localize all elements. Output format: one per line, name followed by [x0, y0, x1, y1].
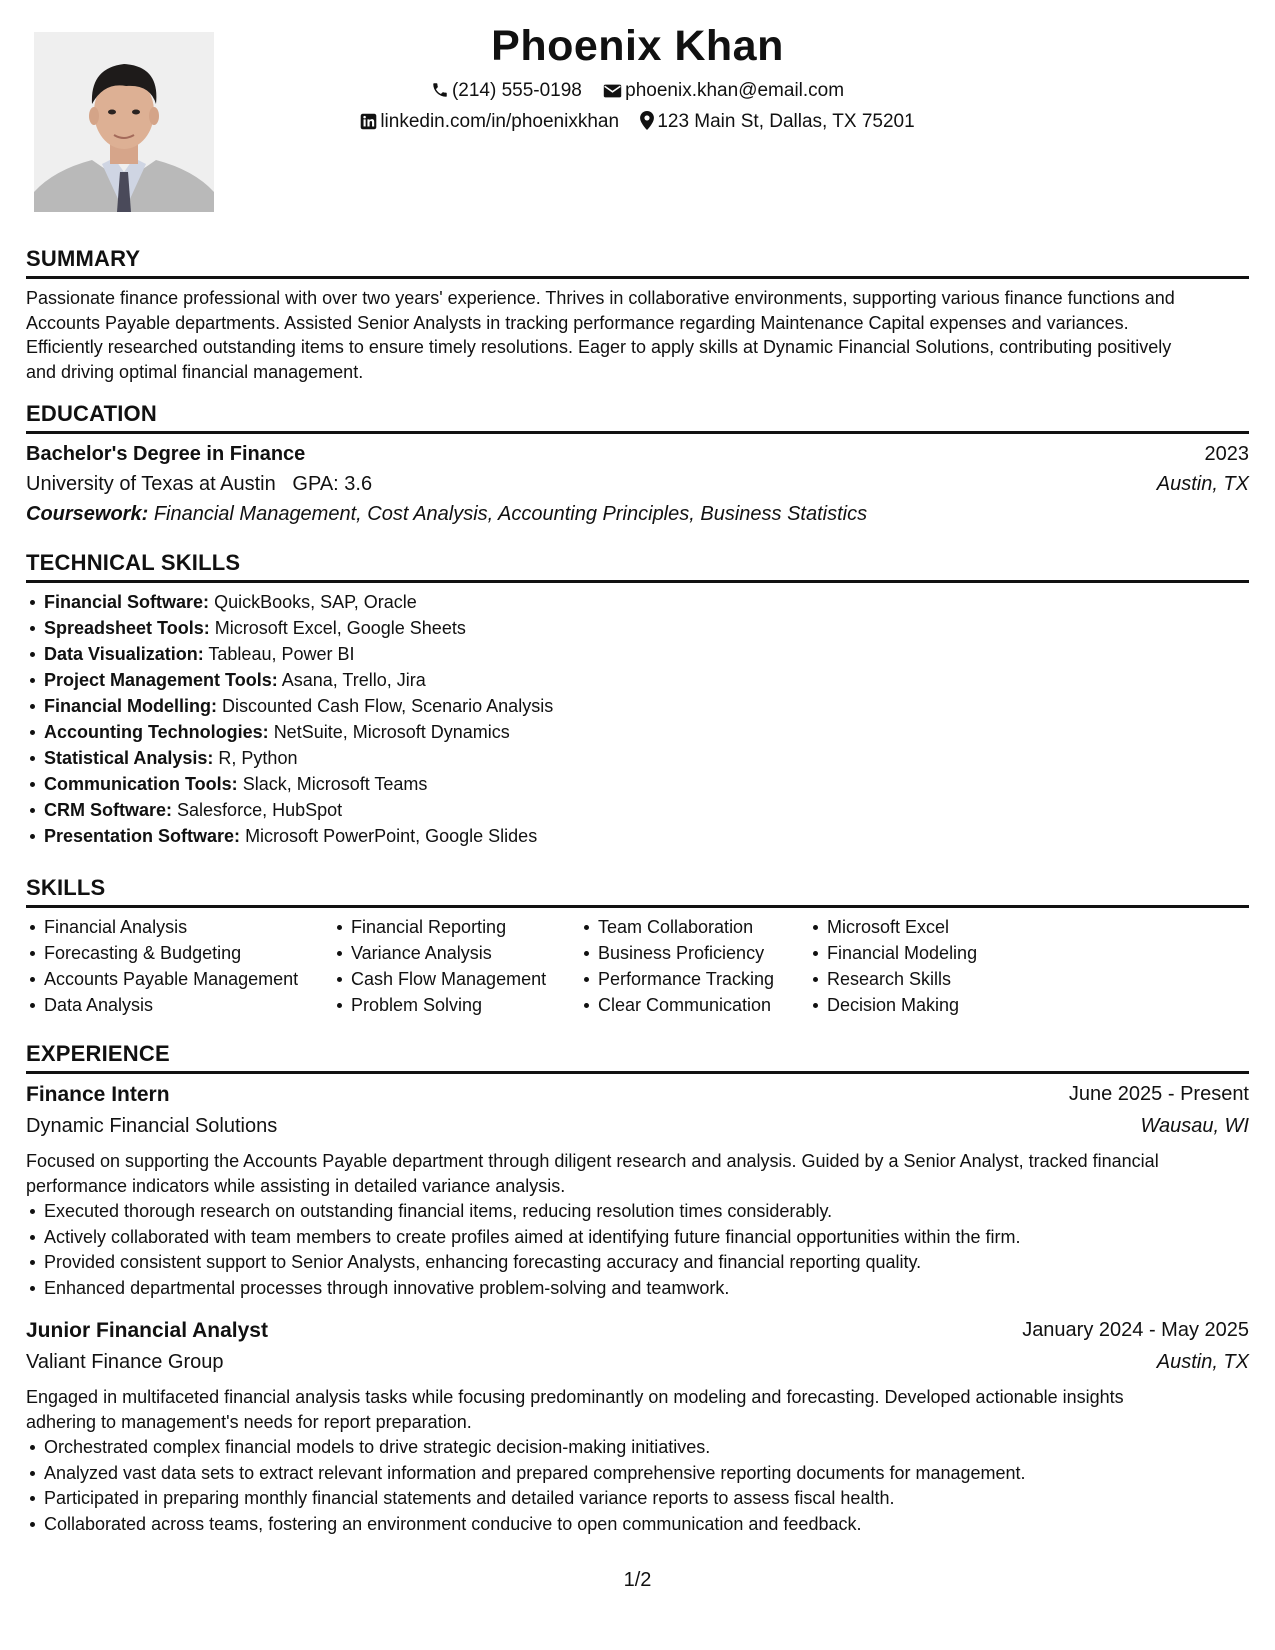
phone-contact	[431, 80, 582, 102]
list-item: Enhanced departmental processes through innovative problem-solving and teamwork.	[26, 1276, 1020, 1302]
list-item: Cash Flow Management	[333, 967, 546, 993]
list-item: Spreadsheet Tools: Microsoft Excel, Google Sheets	[26, 616, 553, 642]
list-item: Communication Tools: Slack, Microsoft Teams	[26, 772, 553, 798]
email-contact	[603, 80, 844, 102]
coursework-label: Coursework:	[26, 503, 149, 525]
experience-heading: EXPERIENCE	[26, 1041, 170, 1066]
list-item: Statistical Analysis: R, Python	[26, 746, 553, 772]
list-item: Data Visualization: Tableau, Power BI	[26, 642, 553, 668]
education-divider	[26, 431, 1249, 434]
linkedin-contact	[360, 111, 619, 133]
job-company: Valiant Finance Group	[26, 1351, 224, 1373]
school-name: University of Texas at Austin	[26, 473, 276, 495]
job-dates: June 2025 - Present	[1068, 1083, 1249, 1105]
skills-column-2	[333, 915, 546, 1019]
linkedin-icon	[360, 113, 377, 130]
skills-heading: SKILLS	[26, 875, 106, 900]
list-item: Financial Analysis	[26, 915, 298, 941]
list-item: Financial Modeling	[809, 941, 977, 967]
summary-text	[26, 286, 1251, 384]
summary-line: and driving optimal financial management.	[26, 361, 364, 382]
contact-row-2	[0, 111, 1275, 133]
list-item: Performance Tracking	[580, 967, 774, 993]
list-item: Collaborated across teams, fostering an environment conducive to open communication and feedback.	[26, 1512, 1026, 1538]
job-dates: January 2024 - May 2025	[1022, 1319, 1249, 1341]
graduation-year: 2023	[1204, 443, 1249, 465]
list-item: Team Collaboration	[580, 915, 774, 941]
skills-column-4	[809, 915, 977, 1019]
summary-divider	[26, 276, 1249, 279]
list-item: Financial Reporting	[333, 915, 546, 941]
list-item: Forecasting & Budgeting	[26, 941, 298, 967]
job-summary-line: Engaged in multifaceted financial analysis tasks while focusing predominantly on modeling and forecasting. Developed actionable insights	[26, 1387, 1124, 1407]
address-contact	[640, 111, 914, 133]
job-title: Finance Intern	[26, 1083, 170, 1106]
gpa: GPA: 3.6	[292, 473, 373, 495]
list-item: Data Analysis	[26, 993, 298, 1019]
map-pin-icon	[640, 111, 654, 130]
list-item: Financial Software: QuickBooks, SAP, Oracle	[26, 590, 553, 616]
education-heading: EDUCATION	[26, 401, 157, 426]
coursework-list: Financial Management, Cost Analysis, Accounting Principles, Business Statistics	[153, 503, 868, 525]
job-summary-line: Focused on supporting the Accounts Payable department through diligent research and analysis. Guided by a Senior Analyst, tracked financial	[26, 1151, 1159, 1171]
list-item: Decision Making	[809, 993, 977, 1019]
technical-skills-list	[26, 590, 553, 850]
list-item: Actively collaborated with team members to create profiles aimed at identifying future financial opportunities within the firm.	[26, 1225, 1020, 1251]
job-bullets	[26, 1199, 1020, 1301]
list-item: Research Skills	[809, 967, 977, 993]
school-location: Austin, TX	[1156, 473, 1249, 495]
experience-divider	[26, 1071, 1249, 1074]
list-item: Business Proficiency	[580, 941, 774, 967]
list-item: Provided consistent support to Senior Analysts, enhancing forecasting accuracy and financial reporting quality.	[26, 1250, 1020, 1276]
list-item: Executed thorough research on outstanding financial items, reducing resolution times considerably.	[26, 1199, 1020, 1225]
candidate-name: Phoenix Khan	[491, 22, 784, 70]
coursework	[26, 503, 867, 526]
job-title: Junior Financial Analyst	[26, 1319, 268, 1342]
technical-skills-heading: TECHNICAL SKILLS	[26, 550, 241, 575]
job-company: Dynamic Financial Solutions	[26, 1115, 278, 1137]
envelope-icon	[603, 83, 622, 99]
job-summary	[26, 1385, 1251, 1434]
list-item: Project Management Tools: Asana, Trello, Jira	[26, 668, 553, 694]
list-item: Presentation Software: Microsoft PowerPoint, Google Slides	[26, 824, 553, 850]
job-location: Wausau, WI	[1140, 1115, 1249, 1137]
linkedin-url[interactable]: linkedin.com/in/phoenixkhan	[380, 111, 620, 132]
technical-skills-divider	[26, 580, 1249, 583]
list-item: Variance Analysis	[333, 941, 546, 967]
list-item: Participated in preparing monthly financial statements and detailed variance reports to assess fiscal health.	[26, 1486, 1026, 1512]
job-summary-line: performance indicators while assisting in detailed variance analysis.	[26, 1175, 566, 1196]
street-address: 123 Main St, Dallas, TX 75201	[657, 111, 915, 132]
degree-name: Bachelor's Degree in Finance	[26, 443, 306, 465]
summary-heading: SUMMARY	[26, 246, 141, 271]
list-item: Accounting Technologies: NetSuite, Microsoft Dynamics	[26, 720, 553, 746]
list-item: Financial Modelling: Discounted Cash Flow, Scenario Analysis	[26, 694, 553, 720]
list-item: CRM Software: Salesforce, HubSpot	[26, 798, 553, 824]
summary-line: Accounts Payable departments. Assisted Senior Analysts in tracking performance regarding Maintenance Capital expenses and variances.	[26, 312, 1129, 333]
contact-row-1	[0, 80, 1275, 102]
skills-column-3	[580, 915, 774, 1019]
job-summary-line: adhering to management's needs for report preparation.	[26, 1411, 472, 1432]
phone-icon	[431, 81, 449, 99]
school-and-gpa	[26, 473, 372, 496]
list-item: Microsoft Excel	[809, 915, 977, 941]
skills-divider	[26, 905, 1249, 908]
job-location: Austin, TX	[1156, 1351, 1249, 1373]
summary-line: Passionate finance professional with over two years' experience. Thrives in collaborative environments, supporting various finance functions and	[26, 288, 1175, 308]
phone-number[interactable]: (214) 555-0198	[451, 80, 582, 101]
list-item: Orchestrated complex financial models to drive strategic decision-making initiatives.	[26, 1435, 1026, 1461]
job-summary	[26, 1149, 1251, 1198]
list-item: Clear Communication	[580, 993, 774, 1019]
list-item: Accounts Payable Management	[26, 967, 298, 993]
list-item: Problem Solving	[333, 993, 546, 1019]
summary-line: Efficiently researched outstanding items to ensure timely resolutions. Eager to apply skills at Dynamic Financial Solutions, contributing positively	[26, 337, 1172, 357]
page-number: 1/2	[623, 1569, 652, 1591]
skills-column-1	[26, 915, 298, 1019]
job-bullets	[26, 1435, 1026, 1537]
email-address[interactable]: phoenix.khan@email.com	[625, 80, 845, 101]
list-item: Analyzed vast data sets to extract relevant information and prepared comprehensive reporting documents for management.	[26, 1461, 1026, 1487]
